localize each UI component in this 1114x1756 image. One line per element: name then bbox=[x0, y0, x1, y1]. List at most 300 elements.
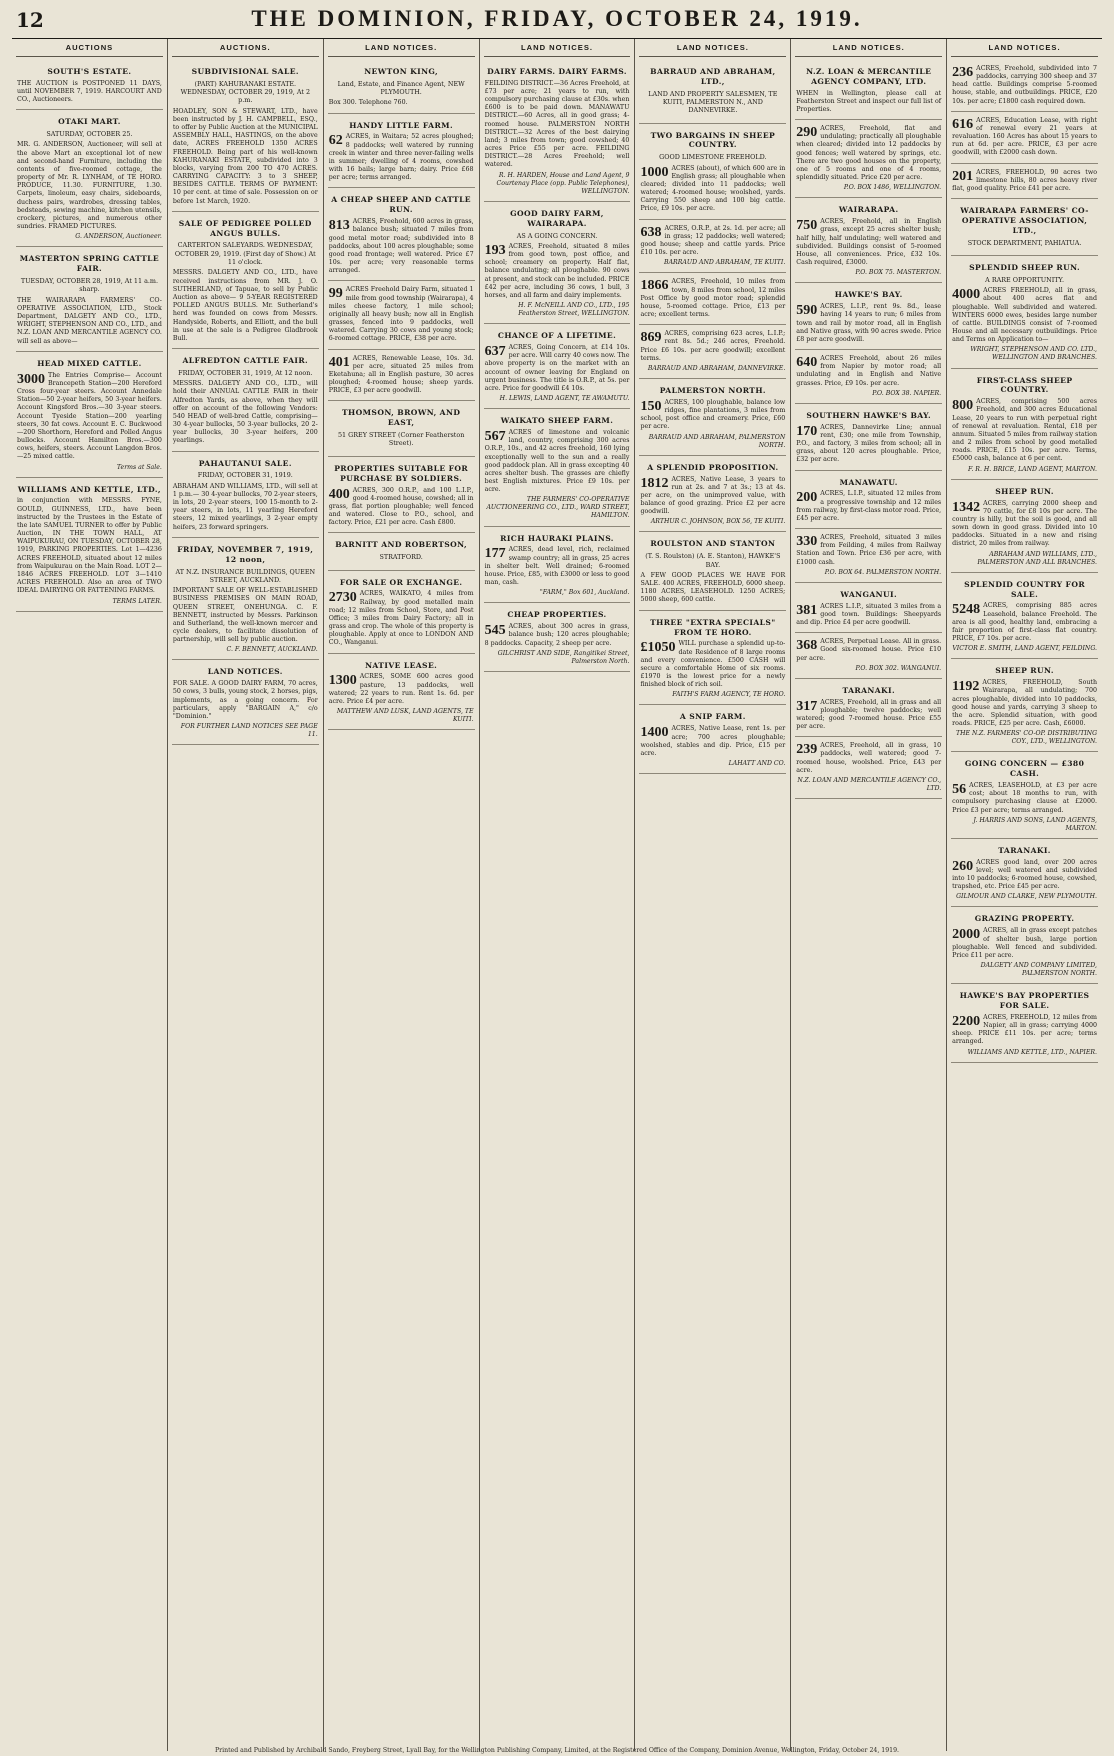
ad-body bbox=[329, 286, 474, 343]
ad-text: ACRES, Native Lease, rent 1s. per acre; 700 acres ploughable; woolshed, stables and dip. Price, £15 per acre. bbox=[640, 725, 786, 757]
advertisement bbox=[795, 473, 942, 530]
ad-signature: WILLIAMS AND KETTLE, LTD., NAPIER. bbox=[967, 1048, 1098, 1056]
advertisement bbox=[484, 529, 631, 604]
ad-signature: THE FARMERS' CO-OPERATIVE AUCTIONEERING CO., LTD., WARD STREET, HAMILTON. bbox=[486, 496, 630, 520]
ad-title: A SPLENDID PROPOSITION. bbox=[647, 462, 779, 472]
ad-body bbox=[796, 603, 941, 628]
ad-figure: 368 bbox=[796, 638, 818, 654]
advertisement bbox=[16, 480, 163, 612]
ad-body bbox=[173, 680, 318, 721]
ad-figure: 201 bbox=[952, 168, 974, 184]
ad-text: WILL purchase a splendid up-to-date Residence of 8 large rooms and every convenience. £500 CASH will secure a comfortable Home of six rooms. £1970 is the lowest price for a newly finished block of rich soil. bbox=[640, 640, 786, 689]
ad-figure: 200 bbox=[796, 490, 818, 506]
ad-title: SOUTHERN HAWKE'S BAY. bbox=[806, 410, 932, 420]
ad-figure: 2730 bbox=[328, 590, 357, 606]
ad-title: N.Z. LOAN & MERCANTILE AGENCY COMPANY, LTD. bbox=[806, 66, 932, 86]
advertisement bbox=[951, 201, 1098, 256]
ad-text: ABRAHAM AND WILLIAMS, LTD., will sell at 1 p.m.— 30 4-year bullocks, 70 2-year steers, in lots, 20 2-year steers, 100 15-month to 2-year steers, in lots, 11 yearling Hereford steers, 12 mixed yearlings, 3 2-year empty heifers, 23 forward springers. bbox=[172, 482, 318, 531]
ad-text: ACRES, dead level, rich, reclaimed swamp country; all in grass, 25 acres in shelter belt. Well drained; 6-roomed house. Price, £85, with £3000 or less to good man, cash. bbox=[484, 546, 630, 587]
column-heading: LAND NOTICES. bbox=[639, 43, 786, 57]
ad-body bbox=[952, 602, 1097, 643]
ad-figure: 236 bbox=[952, 64, 974, 80]
ad-subtitle: CARTERTON SALEYARDS. WEDNESDAY, OCTOBER 29, 1919. (First day of Show.) At 11 o'clock. bbox=[174, 241, 316, 267]
ad-title: CHANCE OF A LIFETIME. bbox=[497, 331, 617, 341]
ad-subtitle: AS A GOING CONCERN. bbox=[516, 231, 598, 240]
advertisement bbox=[328, 190, 475, 281]
ad-title: SOUTH'S ESTATE. bbox=[47, 66, 132, 76]
ad-title: ALFREDTON CATTLE FAIR. bbox=[182, 356, 309, 366]
ad-text: ACRES Freehold Dairy Farm, situated 1 mile from good township (Wairarapa), 4 miles cheese factory, 1 mile school; originally all heavy bush; now all in English grasses, fenced into 9 paddocks, well watered. Carrying 30 cows and young stock; 6-roomed cottage. PRICE, £38 per acre. bbox=[328, 286, 474, 343]
ad-body bbox=[952, 500, 1097, 549]
ad-text: ACRES, Dannevirke Line; annual rent, £30; one mile from Township, P.O., and factory, 3 miles from school; all in grass, about 120 acres ploughable. Price, £32 per acre. bbox=[796, 423, 942, 464]
ad-signature: GILMOUR AND CLARKE, NEW PLYMOUTH. bbox=[956, 893, 1098, 901]
advertisement bbox=[951, 371, 1098, 480]
ad-body bbox=[640, 165, 785, 214]
column-6 bbox=[791, 39, 947, 1751]
ad-title: OTAKI MART. bbox=[58, 117, 121, 127]
ad-signature: BARRAUD AND ABRAHAM, PALMERSTON NORTH. bbox=[648, 433, 786, 449]
advertisement bbox=[951, 258, 1098, 369]
advertisement bbox=[795, 285, 942, 350]
ad-body bbox=[329, 99, 474, 107]
column-heading: AUCTIONS. bbox=[172, 43, 319, 57]
ad-subtitle: A RARE OPPORTUNITY. bbox=[985, 275, 1064, 284]
ad-text: ACRES, Freehold, all in English grass, except 25 acres shelter bush; half hilly, half undulating; well watered and subdivided. Buildings consist of 5-roomed House, all conveniences. Price, £32 10s. Cash required, £3000. bbox=[796, 218, 942, 267]
ad-text: ACRES, in Waitara; 52 acres ploughed; 8 paddocks; well watered by running creek in winter and three never-failing wells in summer; dwelling of 4 rooms, cowshed with 16 bails; large barn; dairy. Price £68 per acre; terms arranged. bbox=[328, 133, 474, 182]
ad-text: ACRES, about 300 acres in grass, balance bush; 120 acres ploughable; 8 paddocks. Capacity, 2 sheep per acre. bbox=[484, 623, 630, 647]
column-1 bbox=[12, 39, 168, 1751]
ad-signature: R. H. HARDEN, House and Land Agent, 9 Courtenay Place (opp. Public Telephones), WELLINGTON. bbox=[496, 171, 630, 195]
ad-body bbox=[640, 725, 785, 758]
ad-title: CHEAP PROPERTIES. bbox=[507, 610, 607, 620]
advertisement bbox=[795, 122, 942, 198]
ad-figure: 567 bbox=[484, 428, 506, 444]
ad-figure: 4000 bbox=[952, 287, 981, 303]
ad-text: THE WAIRARAPA FARMERS' CO-OPERATIVE ASSOCIATION, LTD., Stock Department, DALGETY AND CO., LTD., WRIGHT, STEPHENSON AND CO., LTD., and N.Z. LOAN AND MERCANTILE AGENCY CO. will sell as above— bbox=[17, 296, 162, 345]
ad-signature: BARRAUD AND ABRAHAM, TE KUITI. bbox=[664, 259, 786, 267]
ad-body bbox=[329, 133, 474, 182]
ad-text: WHEN in Wellington, please call at Featherston Street and inspect our full list of Properties. bbox=[796, 89, 942, 113]
ad-title: HEAD MIXED CATTLE. bbox=[37, 358, 142, 368]
ad-signature: DALGETY AND COMPANY LIMITED, PALMERSTON NORTH. bbox=[980, 962, 1098, 978]
advertisement bbox=[639, 534, 786, 610]
ad-title: MANAWATU. bbox=[839, 477, 898, 487]
ad-body bbox=[640, 572, 785, 605]
ad-signature: P.O. BOX 38. NAPIER. bbox=[872, 389, 942, 397]
ad-title: WAIRARAPA FARMERS' CO-OPERATIVE ASSOCIATION, LTD., bbox=[960, 206, 1089, 235]
advertisement bbox=[639, 62, 786, 124]
ad-title: TARANAKI. bbox=[998, 845, 1051, 855]
ad-figure: £1050 bbox=[640, 640, 676, 656]
ad-figure: 150 bbox=[640, 398, 662, 414]
advertisement bbox=[328, 62, 475, 114]
column-heading: LAND NOTICES. bbox=[795, 43, 942, 57]
advertisement bbox=[172, 214, 319, 349]
ad-title: A SNIP FARM. bbox=[679, 712, 746, 722]
ad-title: PROPERTIES SUITABLE FOR PURCHASE BY SOLDIERS. bbox=[334, 463, 469, 483]
ad-signature: "FARM," Box 601, Auckland. bbox=[539, 589, 630, 597]
ad-signature: P.O. BOX 75. MASTERTON. bbox=[855, 269, 942, 277]
advertisement bbox=[639, 222, 786, 274]
ad-title: TARANAKI. bbox=[842, 685, 895, 695]
ad-figure: 2200 bbox=[952, 1013, 981, 1029]
ad-title: GRAZING PROPERTY. bbox=[974, 914, 1075, 924]
ad-title: THREE "EXTRA SPECIALS" FROM TE HORO. bbox=[650, 617, 776, 637]
ad-text: ACRES FREEHOLD, all in grass, about 400 acres flat and ploughable. Well subdivided and watered. WINTERS 6000 ewes, besides large number of cattle. BUILDINGS consist of 7-roomed House and all necessary outbuildings. Price and Terms on Application to— bbox=[952, 287, 1098, 344]
ad-body bbox=[17, 497, 162, 595]
advertisement bbox=[16, 112, 163, 247]
advertisement bbox=[328, 656, 475, 731]
ad-figure: 193 bbox=[484, 242, 506, 258]
advertisement bbox=[172, 454, 319, 538]
ad-text: ACRES, Freehold, all in grass, 10 paddocks, well watered; good 7-roomed house, woolshed. Price, £43 per acre. bbox=[796, 742, 942, 774]
ad-title: BARRAUD AND ABRAHAM, LTD., bbox=[650, 66, 776, 86]
ad-title: SHEEP RUN. bbox=[995, 486, 1054, 496]
ad-text: ACRES, Perpetual Lease. All in grass. Good six-roomed house. Price £10 per acre. bbox=[796, 638, 942, 662]
ad-title: HAWKE'S BAY. bbox=[834, 290, 903, 300]
ad-title: HANDY LITTLE FARM. bbox=[349, 120, 454, 130]
advertisement bbox=[639, 381, 786, 456]
advertisement bbox=[172, 62, 319, 212]
ad-body bbox=[17, 80, 162, 105]
ad-figure: 56 bbox=[952, 782, 967, 798]
ad-body bbox=[485, 80, 630, 170]
ad-signature: H. LEWIS, LAND AGENT, TE AWAMUTU. bbox=[499, 395, 630, 403]
advertisement bbox=[484, 411, 631, 526]
advertisement bbox=[795, 531, 942, 583]
ad-figure: 3000 bbox=[17, 371, 45, 387]
ad-text: ACRES, Freehold, 600 acres in grass, balance bush; situated 7 miles from good metal motor road; subdivided into 8 paddocks, about 100 acres ploughable; some good road frontage; well watered. Price £7 10s. per acre; very reasonable terms arranged. bbox=[328, 218, 474, 275]
ad-body bbox=[640, 278, 785, 319]
ad-title: RICH HAURAKI PLAINS. bbox=[500, 533, 614, 543]
ad-figure: 330 bbox=[796, 534, 818, 550]
ad-text: ACRES, LEASEHOLD, at £3 per acre cost; about 18 months to run, with compulsory purchasing clause at £2000. Price £3 per acre; terms arranged. bbox=[952, 782, 1098, 814]
ad-text: HOADLEY, SON & STEWART, LTD., have been instructed by J. H. CAMPBELL, ESQ., to offer by Public Auction at the MUNICIPAL ASSEMBLY HALL, HASTINGS, on the above date, ACRES FREEHOLD 1350 ACRES FREEHOLD. Being part of his well-known KAHURANAKI ESTATE, subdivided into 3 blocks, varying from 200 TO 470 ACRES. CARRYING CAPACITY: 3 to 3 SHEEP, BESIDES CATTLE. TERMS OF PAYMENT: 10 per cent. at time of sale. Possession on or before 1st March, 1920. bbox=[172, 107, 318, 205]
ad-text: MESSRS. DALGETY AND CO., LTD., will hold their ANNUAL CATTLE FAIR in their Alfredton Yards, as above, when they will offer on account of the following Vendors: 540 HEAD of well-bred Cattle, comprising— 30 4-year bullocks, 50 3-year bullocks, 20 2-year bullocks, 30 3-year heifers, 200 yearlings. bbox=[172, 380, 318, 445]
ad-body bbox=[796, 424, 941, 465]
ad-title: NATIVE LEASE. bbox=[365, 660, 438, 670]
ad-body bbox=[640, 330, 785, 363]
ad-signature: P.O. BOX 1486, WELLINGTON. bbox=[843, 184, 942, 192]
ad-subtitle: AT N.Z. INSURANCE BUILDINGS, QUEEN STREET, AUCKLAND. bbox=[175, 567, 316, 584]
ad-body bbox=[329, 487, 474, 528]
ad-title: SALE OF PEDIGREE POLLED ANGUS BULLS. bbox=[178, 218, 312, 238]
advertisement bbox=[639, 458, 786, 533]
ad-body bbox=[952, 117, 1097, 158]
ad-figure: 317 bbox=[796, 698, 818, 714]
ad-body bbox=[796, 534, 941, 567]
column-heading: LAND NOTICES. bbox=[951, 43, 1098, 57]
ad-text: MESSRS. DALGETY AND CO., LTD., have received instructions from MR. J. O. SUTHERLAND, of Tapuae, to sell by Public Auction as above— 9 5-YEAR REGISTERED POLLED ANGUS BULLS. Mr. Sutherland's herd was founded on cows from Messrs. Handyside, Roberts, and Elliott, and the bull in use at the sale is a Pedigree Gladbrook Bull. bbox=[172, 269, 318, 342]
ad-body bbox=[640, 399, 785, 432]
column-heading: AUCTIONS bbox=[16, 43, 163, 57]
advertisement bbox=[951, 986, 1098, 1062]
ad-text: ACRES, all in grass except patches of shelter bush, large portion ploughable. Well fenced and subdivided. Price £11 per acre. bbox=[952, 927, 1098, 959]
ad-body bbox=[173, 483, 318, 532]
advertisement bbox=[795, 200, 942, 283]
ad-signature: FOR FURTHER LAND NOTICES SEE PAGE 11. bbox=[180, 723, 318, 739]
ad-figure: 1300 bbox=[328, 673, 357, 689]
ad-body bbox=[796, 699, 941, 732]
ad-title: FIRST-CLASS SHEEP COUNTRY. bbox=[976, 375, 1073, 395]
advertisement bbox=[16, 354, 163, 478]
ad-text: ACRES, Freehold, flat and undulating; practically all ploughable when cleared; divided into 12 paddocks by good fences; well watered by springs, etc. There are two good houses on the property, one of 5 rooms and one of 4 rooms, splendidly situated. Price £20 per acre. bbox=[796, 125, 942, 182]
ad-figure: 1192 bbox=[952, 679, 980, 695]
ad-body bbox=[796, 125, 941, 182]
ad-figure: 62 bbox=[328, 133, 343, 149]
ad-figure: 1000 bbox=[640, 164, 669, 180]
ad-body bbox=[796, 638, 941, 663]
ad-text: THE AUCTION is POSTPONED 11 DAYS, until NOVEMBER 7, 1919. HARCOURT AND CO., Auctioneers. bbox=[17, 79, 162, 104]
ad-subtitle: STOCK DEPARTMENT, PAHIATUA. bbox=[967, 238, 1082, 247]
advertisement bbox=[795, 406, 942, 471]
ad-text: ACRES, SOME 600 acres good pasture, 13 paddocks, well watered; 22 years to run. Rent 1s. 6d. per acre. Price £4 per acre. bbox=[328, 673, 474, 705]
ad-figure: 640 bbox=[796, 355, 818, 371]
ad-body bbox=[17, 372, 162, 462]
advertisement bbox=[795, 62, 942, 120]
ad-title: HAWKE'S BAY PROPERTIES FOR SALE. bbox=[959, 991, 1090, 1011]
ad-body bbox=[173, 587, 318, 644]
ad-title: WILLIAMS AND KETTLE, LTD., bbox=[17, 484, 161, 494]
ad-signature: MATTHEW AND LUSK, LAND AGENTS, TE KUITI. bbox=[336, 708, 474, 724]
ad-text: ACRES, Freehold, situated 3 miles from Feilding, 4 miles from Railway Station and Town. Price £36 per acre, with £1000 cash. bbox=[796, 534, 942, 566]
ad-title: PAHAUTANUI SALE. bbox=[198, 458, 292, 468]
ad-signature: J. HARRIS AND SONS, LAND AGENTS, MARTON. bbox=[973, 816, 1098, 832]
ad-text: ACRES good land, over 200 acres level; well watered and subdivided into 10 paddocks; 6-roomed house, cowshed, trapshed, etc. Price £45 per acre. bbox=[952, 858, 1098, 891]
ad-body bbox=[952, 859, 1097, 892]
advertisement bbox=[328, 459, 475, 534]
ad-figure: 800 bbox=[952, 398, 974, 414]
column-2 bbox=[168, 39, 324, 1751]
advertisement bbox=[639, 275, 786, 325]
column-7 bbox=[947, 39, 1102, 1751]
ad-body bbox=[796, 218, 941, 267]
advertisement bbox=[172, 540, 319, 661]
ad-subtitle: TUESDAY, OCTOBER 28, 1919, At 11 a.m. sharp. bbox=[20, 277, 159, 294]
ad-text: ACRES of limestone and volcanic land, country, comprising 300 acres O.R.P., 10s., and 42 acres freehold, 160 lying exceptionally well to the sun and a really good paddock plan. All in grass excepting 40 acres shelter bush. The grasses are chiefly best English mixtures. Price £9 10s. per acre. bbox=[484, 428, 630, 494]
ad-signature: WRIGHT, STEPHENSON AND CO. LTD., WELLINGTON AND BRANCHES. bbox=[970, 346, 1098, 362]
ad-title: ROULSTON AND STANTON bbox=[650, 539, 776, 549]
advertisement bbox=[639, 126, 786, 220]
ad-signature: VICTOR E. SMITH, LAND AGENT, FEILDING. bbox=[952, 645, 1098, 653]
advertisement bbox=[328, 352, 475, 402]
ad-text: ACRES, Freehold, all in grass and all ploughable; twelve paddocks; well watered; good 7-roomed house. Price £55 per acre. bbox=[796, 698, 942, 731]
ad-title: SHEEP RUN. bbox=[995, 666, 1054, 676]
ad-figure: 637 bbox=[484, 344, 506, 360]
ad-text: ACRES, 300 O.R.P., and 100 L.I.P., good 4-roomed house, cowshed; all in grass, flat portion ploughable; well fenced and watered. Close to P.O., school, and factory. Price, £21 per acre. Cash £800. bbox=[328, 486, 474, 527]
ad-title: TWO BARGAINS IN SHEEP COUNTRY. bbox=[650, 130, 776, 150]
ad-body bbox=[329, 218, 474, 275]
ad-figure: 401 bbox=[328, 354, 350, 370]
advertisement bbox=[16, 249, 163, 351]
ad-body bbox=[485, 243, 630, 300]
ad-body bbox=[485, 546, 630, 587]
ad-text: ACRES, L.I.P., situated 12 miles from a progressive township and 12 miles from railway, by first-class motor road. Price, £45 per acre. bbox=[796, 490, 942, 522]
advertisement bbox=[639, 613, 786, 706]
ad-text: ACRES, WAIKATO, 4 miles from Railway, by good metalled main road; 12 miles from School, Store, and Post Office; 3 miles from Dairy Factory; all in grass and crop. The whole of this property is ploughable. Apply at once to LONDON AND CO., Wanganui. bbox=[328, 590, 474, 647]
ad-signature: LAHATT AND CO. bbox=[728, 760, 786, 768]
ad-title: GOING CONCERN — £380 CASH. bbox=[964, 759, 1085, 779]
ad-body bbox=[952, 398, 1097, 463]
ad-signature: GILCHRIST AND SIDE, Rangitikei Street, Palmerston North. bbox=[497, 649, 630, 665]
ad-signature: ARTHUR C. JOHNSON, BOX 56, TE KUITI. bbox=[650, 518, 786, 526]
ad-signature: P.O. BOX 64. PALMERSTON NORTH. bbox=[824, 568, 942, 576]
column-3 bbox=[324, 39, 480, 1751]
ad-figure: 1400 bbox=[640, 725, 669, 741]
ad-title: FRIDAY, NOVEMBER 7, 1919, 12 noon, bbox=[177, 544, 314, 564]
ad-body bbox=[952, 782, 1097, 815]
advertisement bbox=[951, 754, 1098, 839]
advertisement bbox=[328, 403, 475, 456]
ad-text: ACRES, 100 ploughable, balance low ridges, fine plantations, 3 miles from school, post office and creamery. Price, £60 per acre. bbox=[640, 398, 786, 431]
advertisement bbox=[328, 535, 475, 570]
ad-figure: 750 bbox=[796, 218, 818, 234]
ad-signature: FAITH'S FARM AGENCY, TE HORO. bbox=[672, 691, 786, 699]
advertisement bbox=[795, 739, 942, 799]
ad-subtitle: STRATFORD. bbox=[379, 553, 423, 562]
ad-body bbox=[796, 303, 941, 344]
ad-text: ACRES, comprising 623 acres, L.I.P.; rent 8s. 5d.; 246 acres, Freehold. Price £6 10s. per acre goodwill; excellent terms. bbox=[640, 330, 786, 362]
ad-figure: 170 bbox=[796, 423, 818, 439]
ad-subtitle: (T. S. Roulston) (A. E. Stanton), HAWKE'S BAY. bbox=[645, 552, 781, 569]
ad-figure: 638 bbox=[640, 224, 662, 240]
ad-text: ACRES L.I.P., situated 3 miles from a good town. Buildings: Sheepyards and dip. Price £4 per acre goodwill. bbox=[796, 602, 942, 626]
ad-text: FEILDING DISTRICT.—36 Acres Freehold, at £73 per acre; 21 years to run, with compulsory purchasing clause at £30s. when £600 is to be paid down. MANAWATU DISTRICT.—60 Acres, all in good grass; 4-roomed house. PALMERSTON NORTH DISTRICT.—32 Acres of the best dairying land; 3 miles from town; good cowshed; 40 acres Price £55 per acre. FEILDING DISTRICT.—28 Acres Freehold; well watered. bbox=[484, 79, 630, 169]
ad-title: WAIKATO SHEEP FARM. bbox=[500, 416, 614, 426]
ad-subtitle: (PART) KAHURANAKI ESTATE. WEDNESDAY, OCTOBER 29, 1919, At 2 p.m. bbox=[180, 79, 311, 105]
ad-body bbox=[173, 108, 318, 206]
advertisement bbox=[328, 283, 475, 349]
ad-body bbox=[485, 623, 630, 648]
ad-figure: 1812 bbox=[640, 475, 669, 491]
ad-body bbox=[485, 344, 630, 393]
ad-signature: BARRAUD AND ABRAHAM, DANNEVIRKE. bbox=[647, 364, 786, 372]
ad-figure: 400 bbox=[328, 486, 350, 502]
advertisement bbox=[795, 681, 942, 738]
ad-subtitle: FRIDAY, OCTOBER 31, 1919. bbox=[197, 471, 293, 480]
ad-text: ACRES, comprising 885 acres Leasehold, balance Freehold. The area is all good, healthy land, embracing a fair proportion of first-class flat country. PRICE, £7 10s. per acre. bbox=[952, 602, 1098, 643]
ad-body bbox=[796, 355, 941, 388]
ad-text: ACRES, L.I.P., rent 9s. 8d., lease having 14 years to run; 6 miles from town and rail by motor road, all in English and Native grass, with 90 acres swede. Price £8 per acre goodwill. bbox=[796, 303, 942, 343]
ad-text: ACRES, Renewable Lease, 10s. 3d. per acre, situated 25 miles from Eketahuna; all in English pasture, 30 acres ploughed; 4-roomed house; sheep yards. PRICE, £3 per acre goodwill. bbox=[328, 354, 474, 395]
ad-title: SPLENDID COUNTRY FOR SALE. bbox=[964, 579, 1086, 599]
ad-figure: 5248 bbox=[952, 602, 981, 618]
ad-body bbox=[17, 141, 162, 231]
ad-body bbox=[173, 269, 318, 343]
ad-signature: G. ANDERSON, Auctioneer. bbox=[75, 233, 162, 241]
ad-signature: Terms at Sale. bbox=[116, 463, 162, 471]
ad-text: MR. G. ANDERSON, Auctioneer, will sell at the above Mart an exceptional lot of new and second-hand Furniture, including the contents of five-roomed cottage, the property of Mr. R. LYNHAM, of TE HORO. PRODUCE, 11.30. FURNITURE, 1.30. Carpets, linoleum, easy chairs, sideboards, duchess pairs, wardrobes, dressing tables, bedsteads, sewing machine, kitchen utensils, crockery, pictures, and numerous other sundries. FRAMED PICTURES. bbox=[17, 141, 162, 231]
ad-body bbox=[329, 673, 474, 706]
advertisement bbox=[172, 662, 319, 745]
ad-title: NEWTON KING, bbox=[364, 66, 439, 76]
ad-subtitle: FRIDAY, OCTOBER 31, 1919, At 12 noon. bbox=[178, 368, 313, 377]
advertisement bbox=[951, 62, 1098, 112]
advertisement bbox=[328, 116, 475, 189]
ad-body bbox=[952, 169, 1097, 194]
ad-subtitle: GOOD LIMESTONE FREEHOLD. bbox=[659, 153, 767, 162]
ad-title: A CHEAP SHEEP AND CATTLE RUN. bbox=[331, 195, 471, 215]
advertisement bbox=[639, 707, 786, 774]
ad-figure: 545 bbox=[484, 623, 506, 639]
ad-figure: 616 bbox=[952, 116, 974, 132]
advertisement bbox=[484, 204, 631, 324]
ad-text: Box 300. Telephone 760. bbox=[328, 99, 408, 107]
ad-title: FOR SALE OR EXCHANGE. bbox=[339, 577, 463, 587]
column-4 bbox=[480, 39, 636, 1751]
ad-signature: ABRAHAM AND WILLIAMS, LTD., PALMERSTON AND ALL BRANCHES. bbox=[977, 550, 1098, 566]
ad-text: ACRES, Freehold, subdivided into 7 paddocks, carrying 300 sheep and 37 head cattle. Buildings comprise 5-roomed house, stable, and outbuildings. PRICE, £20 10s. per acre; £1800 cash required down. bbox=[952, 64, 1098, 105]
ad-figure: 1342 bbox=[952, 499, 981, 515]
ad-body bbox=[329, 590, 474, 647]
columns-container bbox=[12, 39, 1102, 1751]
ad-figure: 813 bbox=[328, 218, 350, 234]
ad-title: SPLENDID SHEEP RUN. bbox=[969, 263, 1081, 272]
advertisement bbox=[16, 62, 163, 110]
ad-body bbox=[952, 65, 1097, 106]
ad-body bbox=[796, 742, 941, 775]
ad-figure: 99 bbox=[328, 286, 343, 302]
advertisement bbox=[795, 635, 942, 679]
ad-text: ACRES (about), of which 600 are in English grass; all ploughable when cleared; divided into 11 paddocks; well watered; 4-roomed house; woolshed, yards. Carrying 550 sheep and 100 big cattle. Price, £9 10s. per acre. bbox=[640, 164, 786, 213]
ad-body bbox=[952, 679, 1097, 728]
ad-title: WANGANUI. bbox=[840, 589, 898, 599]
ad-text: ACRES, FREEHOLD, 90 acres two limestone hills, 80 acres heavy river flat, good quality. Price £41 per acre. bbox=[952, 168, 1098, 192]
ad-text: A FEW GOOD PLACES WE HAVE FOR SALE. 400 ACRES, FREEHOLD, 6000 sheep. 1180 ACRES, LEASEHOLD. 1250 ACRES; 5000 sheep, 600 cattle. bbox=[640, 571, 786, 604]
ad-body bbox=[640, 640, 785, 689]
advertisement bbox=[795, 585, 942, 633]
ad-text: ACRES, comprising 500 acres Freehold, and 300 acres Educational Lease, 20 years to run with perpetual right of renewal at revaluation. Rental, £18 per annum. Situated 5 miles from railway station and 2 miles from school by good metalled roads. PRICE, £15 10s. per acre. Terms, £5000 cash, balance at 6 per cent. bbox=[952, 398, 1098, 463]
ad-title: DAIRY FARMS. DAIRY FARMS. bbox=[487, 66, 627, 76]
ad-text: The Entries Comprise— Account Brancepeth Station—200 Hereford Cross four-year steers. Account Annedale Station—50 2-year heifers, 50 3-year heifers. Account Kingsford Bros.—30 3-year steers. Account Tyeside Station—200 yearling steers, 30 fat cows. Account E. C. Buckwood—200 Shorthorn, Hereford and Polled Angus bullocks. Account Hamilton Bros.—300 cows, heifers, steers. Account Langdon Bros.—25 mixed cattle. bbox=[17, 371, 162, 461]
ad-title: GOOD DAIRY FARM, WAIRARAPA. bbox=[510, 208, 604, 228]
ad-text: ACRES Freehold, about 26 miles from Napier by motor road; all undulating and in English and Native grasses. Price, £9 10s. per acre. bbox=[796, 355, 942, 387]
advertisement bbox=[951, 661, 1098, 752]
ad-figure: 2000 bbox=[952, 927, 981, 943]
ad-body bbox=[952, 287, 1097, 344]
ad-figure: 381 bbox=[796, 602, 818, 618]
ad-text: IMPORTANT SALE OF WELL-ESTABLISHED BUSINESS PREMISES ON MAIN ROAD, QUEEN STREET, ONEHUNGA. C. F. BENNETT, instructed by Messrs. Parkinson and Sutherland, the well-known mercer and cycle dealers, to facilitate dissolution of partnership, will sell by public auction. bbox=[172, 587, 318, 644]
ad-figure: 177 bbox=[484, 546, 506, 562]
ad-title: PALMERSTON NORTH. bbox=[659, 386, 766, 395]
ad-text: ACRES, Going Concern, at £14 10s. per acre. Will carry 40 cows now. The above property is on the market with an account of owner leaving for England on urgent business. The title is O.R.P., at 5s. per acre. Price for goodwill £4 10s. bbox=[484, 344, 630, 392]
ad-body bbox=[173, 380, 318, 445]
advertisement bbox=[951, 575, 1098, 660]
ad-body bbox=[640, 476, 785, 517]
ad-body bbox=[952, 1014, 1097, 1047]
advertisement bbox=[951, 841, 1098, 908]
ad-text: ACRES, Native Lease, 3 years to run at 2s. and 7 at 3s.; 13 at 4s. per acre, on the unimproved value, with balance of good grazing. Price £2 per acre goodwill. bbox=[640, 475, 786, 516]
newspaper-title: THE DOMINION, FRIDAY, OCTOBER 24, 1919. bbox=[251, 6, 863, 31]
ad-text: ACRES, Education Lease, with right of renewal every 21 years at revaluation. 160 Acres has about 15 years to run at 6d. per acre. PRICE, £3 per acre goodwill, with £2000 cash down. bbox=[952, 116, 1098, 157]
ad-text: ACRES, carrying 2000 sheep and 70 cattle, for £8 10s per acre. The country is hilly, but the soil is good, and all sown down in good grass. Divided into 10 paddocks. Situated in a new and rising district, 20 miles from railway. bbox=[952, 499, 1098, 548]
ad-text: ACRES, Freehold, 10 miles from town, 8 miles from school, 12 miles Post Office by good motor road; splendid house, 5-roomed cottage. Price, £13 per acre; excellent terms. bbox=[640, 278, 786, 319]
ad-figure: 260 bbox=[952, 858, 974, 874]
ad-text: ACRES, FREEHOLD, South Wairarapa, all undulating; 700 acres ploughable, divided into 10 paddocks, good house and yards, carrying 3 sheep to the acre. Splendid situation, with good roads. PRICE, £25 per acre. Cash, £6000. bbox=[952, 679, 1098, 728]
ad-body bbox=[796, 490, 941, 523]
ad-text: FOR SALE. A GOOD DAIRY FARM, 70 acres, 50 cows, 3 bulls, young stock, 2 horses, pigs, implements, as a going concern. For particulars, apply "BARGAIN A," c/o "Dominion." bbox=[172, 680, 318, 720]
masthead bbox=[12, 0, 1102, 39]
ad-title: SUBDIVISIONAL SALE. bbox=[191, 66, 299, 76]
ad-body bbox=[17, 297, 162, 346]
ad-signature: N.Z. LOAN AND MERCANTILE AGENCY CO., LTD. bbox=[797, 776, 942, 793]
ad-signature: TERMS LATER. bbox=[112, 597, 162, 605]
ad-figure: 590 bbox=[796, 303, 818, 319]
ad-signature: H. F. McNEILL AND CO., LTD., 195 Featherston Street, WELLINGTON. bbox=[518, 302, 630, 318]
column-5 bbox=[635, 39, 791, 1751]
ad-body bbox=[640, 225, 785, 258]
ad-body bbox=[329, 355, 474, 396]
